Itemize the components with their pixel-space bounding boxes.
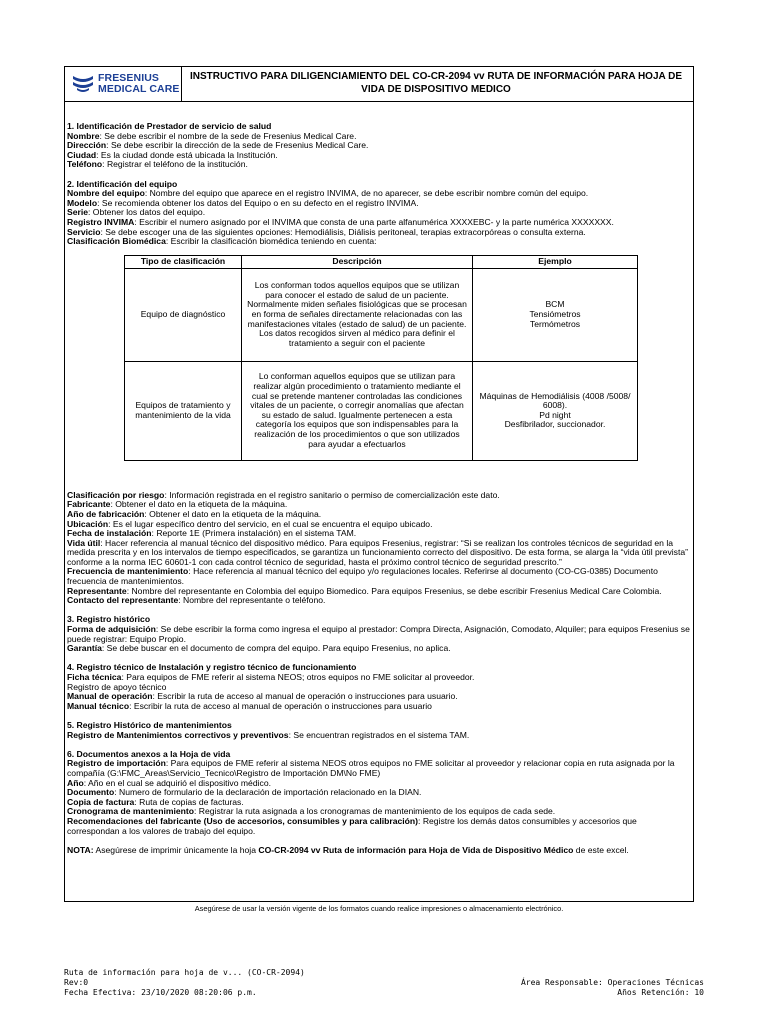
- section-4-title: 4. Registro técnico de Instalación y registro técnico de funcionamiento: [67, 662, 357, 673]
- company-logo: [65, 67, 182, 101]
- field-garantia: Garantía: Se debe buscar en el documento de compra del equipo. Para equipo Fresenius, no aplica.: [67, 643, 451, 654]
- table-row: [125, 361, 638, 460]
- field-clasificacion-riesgo: Clasificación por riesgo: Información registrada en el registro sanitario o permiso de comercialización este dato.: [67, 489, 500, 500]
- cell-descripcion: Los conforman todos aquellos equipos que se utilizan para conocer el estado de salud de un paciente. Normalmente miden señales fisiológicas que se procesan en forma de señales directamente relacionadas con las manifestaciones vitales (estado de salud) de un paciente. Los datos recogidos sirven al médico para definir el tratamiento a seguir con el paciente: [242, 268, 473, 361]
- table-header-row: [125, 255, 638, 268]
- field-modelo: Modelo: Se recomienda obtener los datos del Equipo o en su defecto en el registro INVIMA.: [67, 197, 419, 208]
- document-title: [183, 70, 689, 96]
- field-clasificacion-biomedica: Clasificación Biomédica: Escribir la clasificación biomédica teniendo en cuenta:: [67, 236, 377, 247]
- title-line-2: VIDA DE DISPOSITIVO MEDICO: [361, 84, 511, 95]
- column-header-descripcion: Descripción: [242, 255, 473, 268]
- footer-retention: Años Retención: 10: [617, 988, 704, 997]
- field-ano-fabricacion: Año de fabricación: Obtener el dato en la etiqueta de la máquina.: [67, 508, 322, 519]
- fresenius-logo-icon: [71, 73, 95, 95]
- section-3-title: 3. Registro histórico: [67, 614, 151, 625]
- section-6-title: 6. Documentos anexos a la Hoja de vida: [67, 748, 231, 759]
- document-content: [67, 122, 691, 855]
- field-serie: Serie: Obtener los datos del equipo.: [67, 207, 206, 218]
- field-documento: Documento: Numero de formulario de la declaración de importación relacionado en la DIAN.: [67, 787, 422, 798]
- field-telefono: Teléfono: Registrar el teléfono de la institución.: [67, 159, 248, 170]
- field-cronograma: Cronograma de mantenimiento: Registrar la ruta asignada a los cronogramas de mantenimiento de los equipos de cada sede.: [67, 806, 556, 817]
- footer-effective-date: Fecha Efectiva: 23/10/2020 08:20:06 p.m.: [64, 988, 257, 997]
- classification-table: [124, 255, 638, 461]
- table-row: [125, 268, 638, 361]
- footer-right: [521, 968, 704, 998]
- example-item: Máquinas de Hemodiálisis (4008 /5008/ 6008).: [479, 390, 631, 411]
- title-line-1: INSTRUCTIVO PARA DILIGENCIAMIENTO DEL CO-CR-2094 vv RUTA DE INFORMACIÓN PARA HOJA DE: [189, 71, 683, 82]
- field-ubicacion: Ubicación: Es el lugar específico dentro del servicio, en el cual se encuentra el equipo ubicado.: [67, 518, 433, 529]
- footer-doc-name: Ruta de información para hoja de v... (CO-CR-2094): [64, 968, 305, 977]
- document-header: [65, 67, 693, 102]
- logo-line-2: MEDICAL CARE: [98, 83, 180, 95]
- example-item: Desfibrilador, succionador.: [504, 419, 606, 430]
- cell-ejemplo: [473, 361, 638, 460]
- note: NOTA: Asegúrese de imprimir únicamente la hoja CO-CR-2094 vv Ruta de información para Hoja de Vida de Dispositivo Médico de este excel.: [67, 844, 629, 855]
- field-recomendaciones: Recomendaciones del fabricante (Uso de accesorios, consumibles y para calibración): Registre los demás datos consumibles y accesorios que correspondan a los valores de trabajo del equipo.: [67, 815, 637, 836]
- footer-left: [64, 968, 305, 998]
- cell-descripcion: Lo conforman aquellos equipos que se utilizan para realizar algún procedimiento o tratamiento mediante el cual se pretende mantener controladas las condiciones vitales de un paciente, o corregir anomalías que afectan su estado de salud. Igualmente pertenecen a esta categoría los equipos que son indispensables para la realización de los procedimientos o que son utilizados para ayudar a efectuarlos: [242, 361, 473, 460]
- cell-tipo: Equipos de tratamiento y mantenimiento de la vida: [125, 361, 242, 460]
- field-frecuencia-mantenimiento: Frecuencia de mantenimiento: Hace referencia al manual técnico del equipo y/o regulaciones locales. Referirse al documento (CO-CG-0385) Documento frecuencia de mantenimientos.: [67, 566, 658, 587]
- field-copia-factura: Copia de factura: Ruta de copias de facturas.: [67, 796, 244, 807]
- field-manual-operacion: Manual de operación: Escribir la ruta de acceso al manual de operación o instrucciones para usuario.: [67, 691, 458, 702]
- field-registro-importacion: Registro de importación: Para equipos de FME referir al sistema NEOS otros equipos no FME solicitar al proveedor y relacionar copia en ruta asignada por la compañía (G:\FMC_Areas\Servicio_Tecnico\Registro de Importación DM\No FME): [67, 758, 675, 778]
- cell-ejemplo: [473, 268, 638, 361]
- column-header-tipo: Tipo de clasificación: [125, 255, 242, 268]
- field-ciudad: Ciudad: Es la ciudad donde está ubicada la Institución.: [67, 149, 278, 160]
- field-fabricante: Fabricante: Obtener el dato en la etiqueta de la máquina.: [67, 499, 288, 510]
- field-vida-util: Vida útil: Hacer referencia al manual técnico del dispositivo médico. Para equipos Fresenius, registrar: “Si se realizan los controles técnicos de seguridad en la medida prescrita y en los intervalos de tiempo especificados, se garantiza un funcionamiento correcto del dispositivo. De esta forma, se alarga la “vida útil prevista” conforme a la norma IEC 60601-1 con cada control técnico de seguridad, hasta el próximo control técnico de seguridad prescrito.”: [67, 537, 688, 567]
- field-representante: Representante: Nombre del representante en Colombia del equipo Biomedico. Para equipos Fresenius, se debe escribir Fresenius Medical Care Colombia.: [67, 585, 662, 596]
- example-item: Tensiómetros: [529, 308, 581, 319]
- footer-spacer: [521, 968, 704, 978]
- section-1-title: 1. Identificación de Prestador de servicio de salud: [67, 121, 272, 131]
- section-2-title: 2. Identificación del equipo: [67, 178, 178, 189]
- example-item: Pd night: [539, 409, 571, 420]
- document-frame: [64, 66, 694, 902]
- cell-tipo: Equipo de diagnóstico: [125, 268, 242, 361]
- field-registro-mantenimientos: Registro de Mantenimientos correctivos y preventivos: Se encuentran registrados en el sistema TAM.: [67, 729, 470, 740]
- field-registro-apoyo: Registro de apoyo técnico: [67, 681, 167, 692]
- column-header-ejemplo: Ejemplo: [473, 255, 638, 268]
- section-5-title: 5. Registro Histórico de mantenimientos: [67, 719, 232, 730]
- field-contacto-representante: Contacto del representante: Nombre del representante o teléfono.: [67, 595, 326, 606]
- field-ano: Año: Año en el cual se adquirió el dispositivo médico.: [67, 777, 271, 788]
- field-registro-invima: Registro INVIMA: Escribir el numero asignado por el INVIMA que consta de una parte alfanumérica XXXXEBC- y la parte numérica XXXXXXX.: [67, 216, 614, 227]
- field-ficha-tecnica: Ficha técnica: Para equipos de FME referir al sistema NEOS; otros equipos no FME solicitar al proveedor.: [67, 672, 475, 682]
- field-forma-adquisicion: Forma de adquisición: Se debe escribir la forma como ingresa el equipo al prestador: Compra Directa, Asignación, Comodato, Alquiler; para equipos Fresenius se puede registrar: Equipo Propio.: [67, 624, 690, 644]
- logo-line-1: FRESENIUS: [98, 72, 159, 84]
- equipment-details: [67, 491, 691, 606]
- field-servicio: Servicio: Se debe escoger una de las siguientes opciones: Hemodiálisis, Diálisis peritoneal, terapias extracorpóreas o consulta externa.: [67, 226, 586, 237]
- field-direccion: Dirección: Se debe escribir la dirección de la sede de Fresenius Medical Care.: [67, 140, 369, 151]
- logo-text: [98, 73, 180, 95]
- field-fecha-instalacion: Fecha de instalación: Reporte 1E (Primera instalación) en el sistema TAM.: [67, 528, 357, 539]
- footer-revision: Rev:0: [64, 978, 89, 987]
- field-nombre: Nombre: Se debe escribir el nombre de la sede de Fresenius Medical Care.: [67, 130, 357, 141]
- field-nombre-equipo: Nombre del equipo: Nombre del equipo que aparece en el registro INVIMA, de no aparecer, se debe escribir nombre común del equipo.: [67, 188, 589, 199]
- footer-area: Área Responsable: Operaciones Técnicas: [520, 978, 704, 987]
- version-footnote: Asegúrese de usar la versión vigente de los formatos cuando realice impresiones o almacenamiento electrónico.: [194, 904, 564, 913]
- field-manual-tecnico: Manual técnico: Escribir la ruta de acceso al manual de operación o instrucciones para usuario: [67, 700, 432, 711]
- example-item: BCM: [545, 299, 565, 310]
- example-item: Termómetros: [529, 318, 581, 329]
